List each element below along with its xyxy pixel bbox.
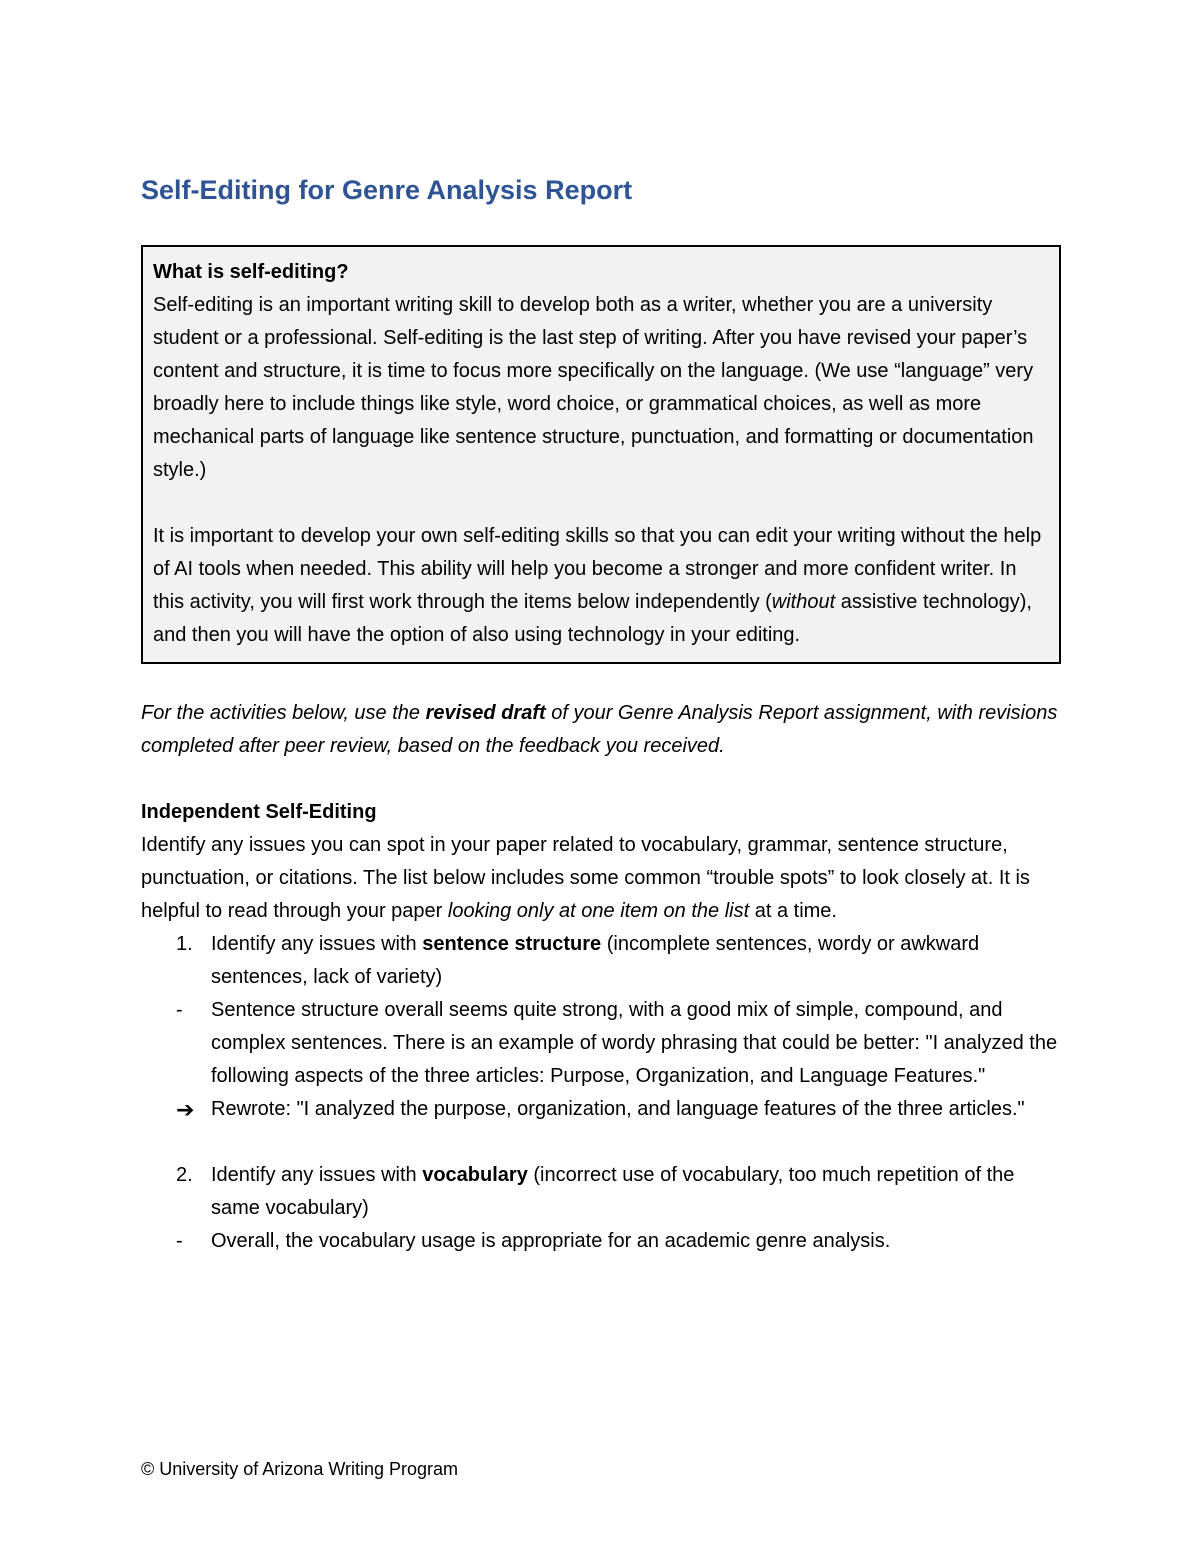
- section-intro-end: at a time.: [749, 900, 837, 922]
- list-item-keyword: sentence structure: [422, 933, 602, 955]
- list-item-rewrite: [141, 1093, 1061, 1126]
- info-box-paragraph-2-start: It is important to develop your own self-editing skills so that you can edit your writing without the help of AI tools when needed. This ability will help you become a stronger and more confident writer. In this activity, you will first work through the items below independently (: [153, 525, 1042, 613]
- list-item-keyword: vocabulary: [422, 1164, 528, 1186]
- page-title: Self-Editing for Genre Analysis Report: [141, 175, 633, 205]
- self-editing-info-box: [141, 245, 1061, 664]
- section-intro-emphasis: looking only at one item on the list: [447, 900, 750, 922]
- section-intro: [141, 829, 1061, 928]
- list-number: 1.: [176, 933, 193, 955]
- info-box-paragraph-1: Self-editing is an important writing skill to develop both as a writer, whether you are a university student or a professional. Self-editing is the last step of writing. After you have revised your paper’s content and structure, it is time to focus more specifically on the language. (We use “language” very broadly here to include things like style, word choice, or grammatical choices, as well as more mechanical parts of language like sentence structure, punctuation, and formatting or documentation style.): [153, 294, 1034, 481]
- list-item-text-start: Identify any issues with: [211, 933, 423, 955]
- instruction-end: of your Genre Analysis Report assignment, with revisions completed after peer review, based on the feedback you received.: [141, 702, 1058, 757]
- info-box-heading: What is self-editing?: [153, 261, 349, 283]
- arrow-right-icon: ➔: [176, 1097, 195, 1122]
- response-text: Overall, the vocabulary usage is appropriate for an academic genre analysis.: [211, 1230, 891, 1252]
- info-box-paragraph-2: [153, 520, 1049, 652]
- page-content: [141, 170, 1061, 1258]
- list-item-vocabulary: [141, 1159, 1061, 1225]
- list-item-text-end: (incomplete sentences, wordy or awkward sentences, lack of variety): [211, 933, 980, 988]
- list-number: 2.: [176, 1164, 193, 1186]
- list-item-text-start: Identify any issues with: [211, 1164, 423, 1186]
- rewrite-text: Rewrote: "I analyzed the purpose, organization, and language features of the three articles.": [211, 1098, 1025, 1120]
- info-box-paragraph-2-emphasis: without: [771, 591, 836, 613]
- info-box-paragraph-2-end: assistive technology), and then you will have the option of also using technology in your editing.: [153, 591, 1032, 646]
- instruction-emphasis: revised draft: [425, 702, 546, 724]
- section-intro-start: Identify any issues you can spot in your paper related to vocabulary, grammar, sentence structure, punctuation, or citations. The list below includes some common “trouble spots” to look closely at. It is helpful to read through your paper: [141, 834, 1030, 922]
- page-footer: © University of Arizona Writing Program: [141, 1459, 459, 1479]
- instruction-start: For the activities below, use the: [141, 702, 426, 724]
- dash-marker: -: [176, 1230, 183, 1252]
- list-item-response: [141, 1225, 1061, 1258]
- dash-marker: -: [176, 999, 183, 1021]
- section-heading: Independent Self-Editing: [141, 801, 377, 823]
- list-item-sentence-structure: [141, 928, 1061, 994]
- list-item-response: [141, 994, 1061, 1093]
- list-item-text-end: (incorrect use of vocabulary, too much repetition of the same vocabulary): [211, 1164, 1015, 1219]
- activity-instruction: [141, 697, 1061, 763]
- response-text: Sentence structure overall seems quite strong, with a good mix of simple, compound, and complex sentences. There is an example of wordy phrasing that could be better: "I analyzed the following aspects of the three articles: Purpose, Organization, and Language Features.": [211, 999, 1058, 1087]
